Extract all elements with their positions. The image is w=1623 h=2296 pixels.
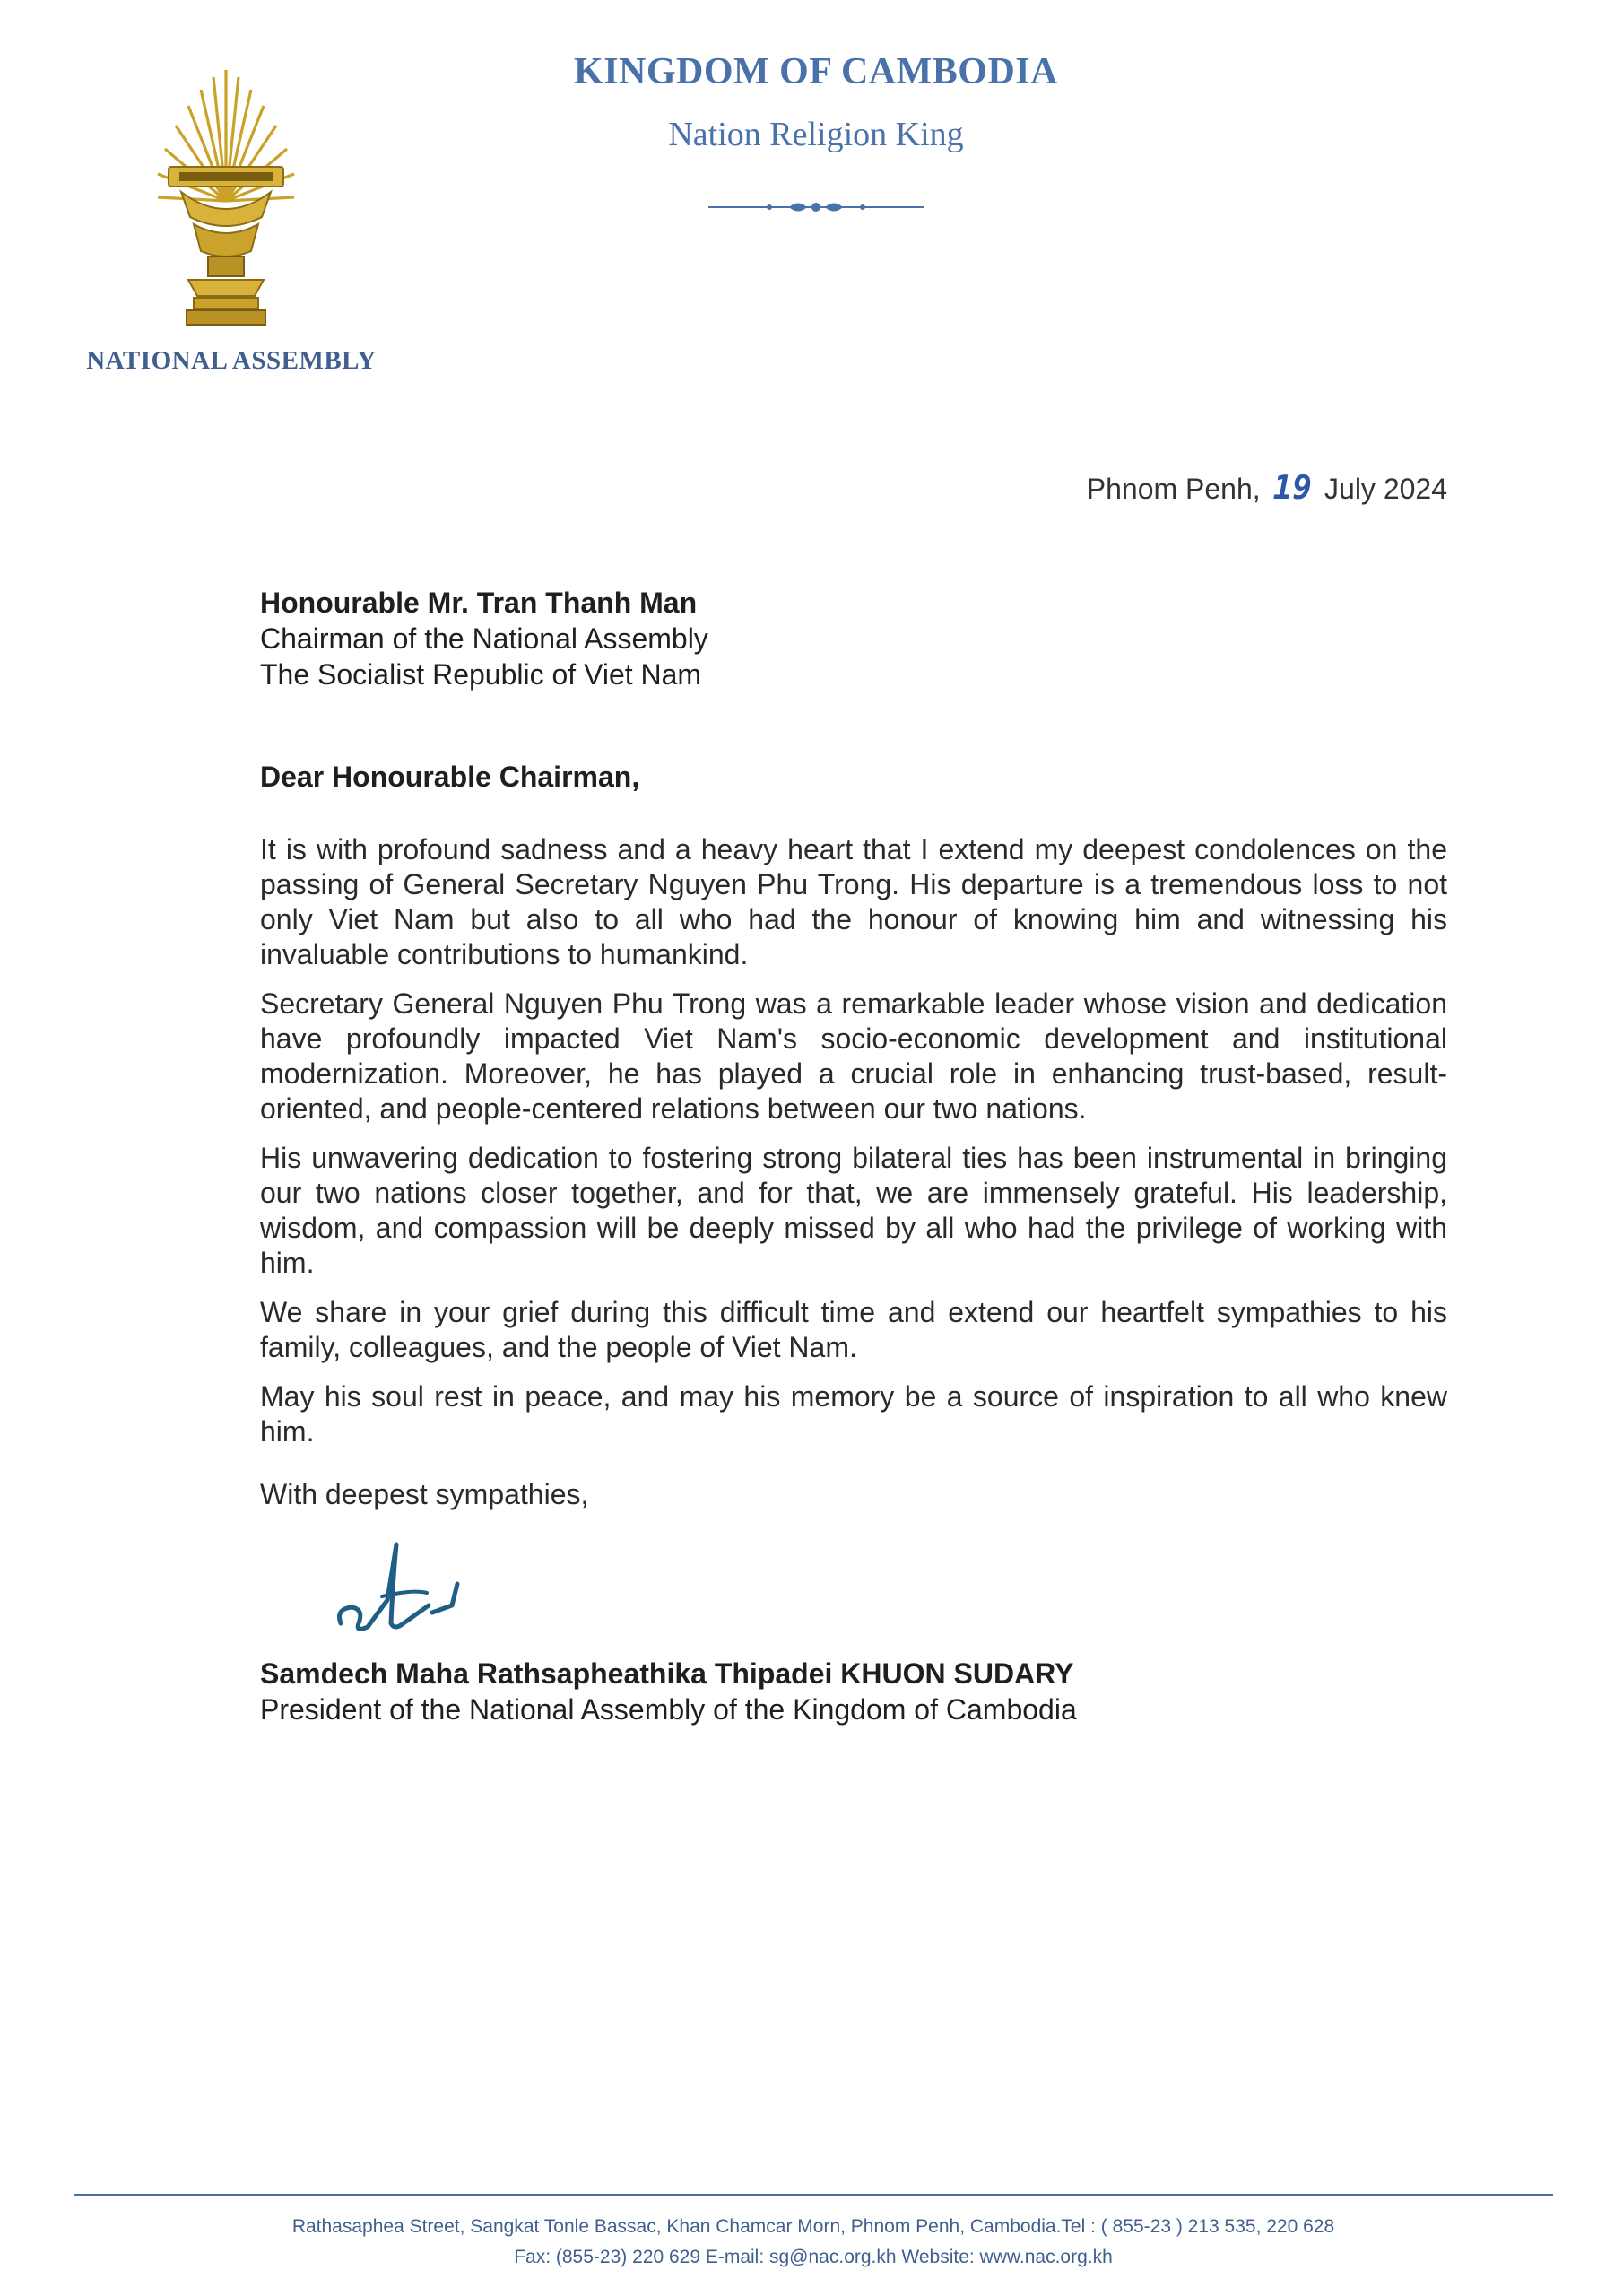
salutation: Dear Honourable Chairman, bbox=[260, 761, 640, 793]
footer-contact bbox=[74, 2212, 1553, 2273]
footer-fax-email-website: Fax: (855-23) 220 629 E-mail: sg@nac.org.kh Website: www.nac.org.kh bbox=[514, 2247, 1113, 2267]
footer-divider bbox=[74, 2194, 1553, 2196]
recipient-country: The Socialist Republic of Viet Nam bbox=[260, 658, 702, 691]
body-paragraph: May his soul rest in peace, and may his memory be a source of inspiration to all who knew him. bbox=[260, 1380, 1447, 1448]
recipient-title: Chairman of the National Assembly bbox=[260, 622, 708, 655]
footer-address: Rathasaphea Street, Sangkat Tonle Bassac, Khan Chamcar Morn, Phnom Penh, Cambodia.Tel : ( 855-23 ) 213 535, 220 628 bbox=[291, 2216, 1335, 2237]
national-assembly-label: NATIONAL ASSEMBLY bbox=[86, 346, 377, 375]
date-month-year: July 2024 bbox=[1324, 473, 1447, 505]
ornamental-divider-icon bbox=[708, 196, 924, 219]
closing-line: With deepest sympathies, bbox=[260, 1478, 589, 1510]
body-paragraph: His unwavering dedication to fostering strong bilateral ties has been instrumental in bringing our two nations closer together, and for that, we are immensely grateful. His leadership, wisdom, and compassion will be deeply missed by all who had the privilege of working with him. bbox=[260, 1142, 1447, 1279]
signer-name: Samdech Maha Rathsapheathika Thipadei KHUON SUDARY bbox=[260, 1657, 1074, 1690]
royal-emblem-graphic bbox=[154, 66, 298, 332]
body-paragraph: Secretary General Nguyen Phu Trong was a remarkable leader whose vision and dedication have profoundly impacted Viet Nam's socio-economic development and institutional modernization. Moreover, he has played a crucial role in enhancing trust-based, result-oriented, and people-centered relations between our two nations. bbox=[260, 987, 1447, 1125]
kingdom-title: KINGDOM OF CAMBODIA bbox=[574, 51, 1058, 92]
body-paragraph: We share in your grief during this difficult time and extend our heartfelt sympathies to his family, colleagues, and the people of Viet Nam. bbox=[260, 1296, 1447, 1363]
national-motto: Nation Religion King bbox=[668, 116, 964, 153]
date-place: Phnom Penh, bbox=[1086, 473, 1261, 505]
date-day-handwritten: 19 bbox=[1272, 470, 1313, 507]
royal-emblem-icon bbox=[154, 66, 298, 332]
signer-title: President of the National Assembly of the Kingdom of Cambodia bbox=[260, 1693, 1077, 1726]
letter-body bbox=[260, 832, 1447, 1464]
body-paragraph: It is with profound sadness and a heavy heart that I extend my deepest condolences on the passing of General Secretary Nguyen Phu Trong. His departure is a tremendous loss to not only Viet Nam but also to all who had the honour of knowing him and witnessing his invaluable contributions to humankind. bbox=[260, 833, 1447, 970]
recipient-name: Honourable Mr. Tran Thanh Man bbox=[260, 587, 698, 619]
letterhead bbox=[502, 50, 1130, 154]
handwritten-signature-icon bbox=[332, 1537, 484, 1643]
signer-block bbox=[260, 1656, 1077, 1727]
letter-date bbox=[1087, 470, 1447, 507]
recipient-address bbox=[260, 585, 708, 692]
